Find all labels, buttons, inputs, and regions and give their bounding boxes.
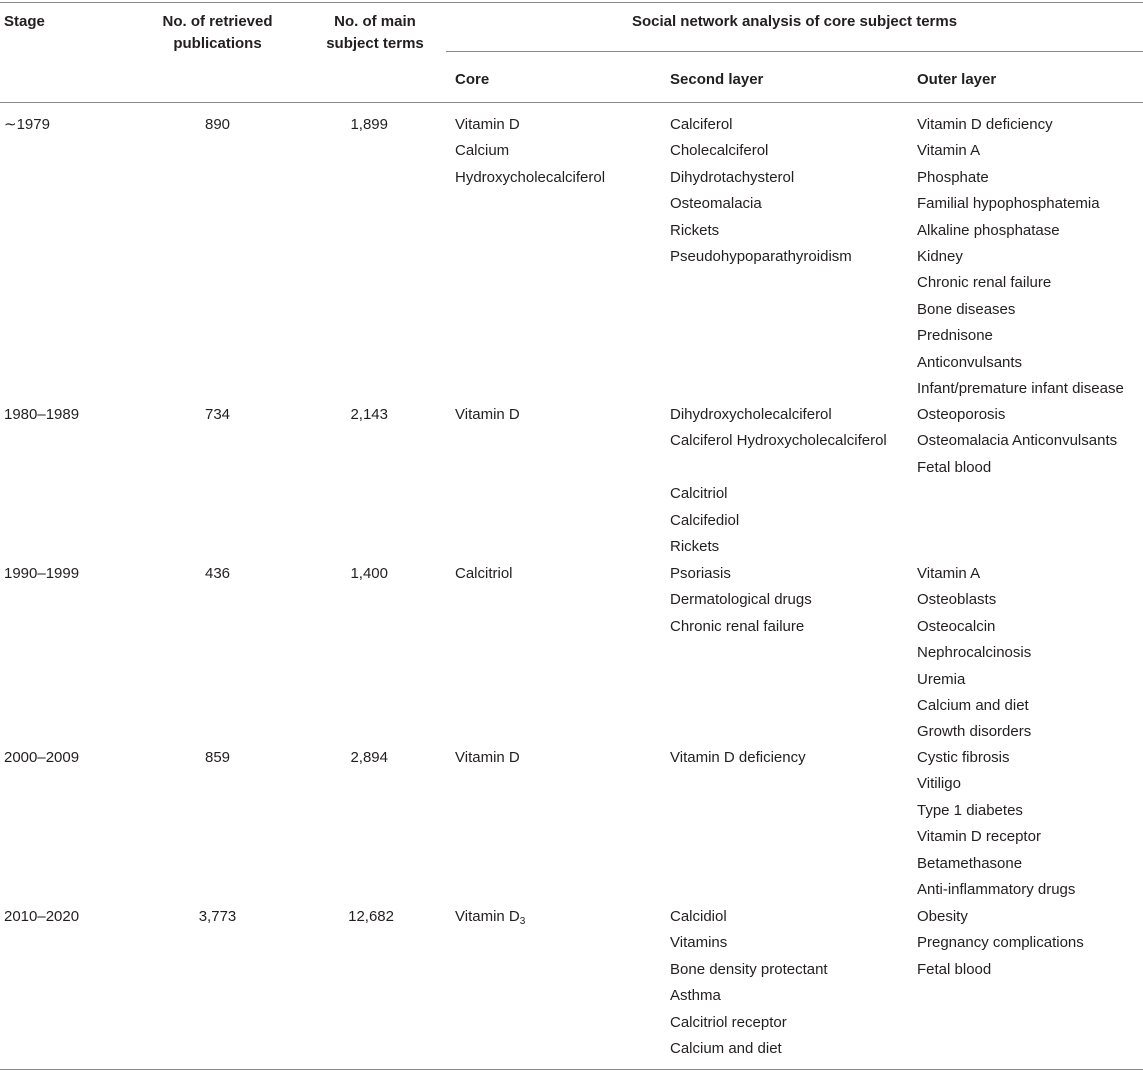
second-layer-term: Cholecalciferol: [670, 142, 769, 160]
outer-layer-term: Vitamin D receptor: [917, 828, 1041, 846]
core-term: [455, 904, 525, 930]
core-term: Vitamin D: [455, 406, 520, 423]
second-layer-term: [670, 455, 887, 481]
outer-layer-term: Kidney: [917, 247, 963, 265]
outer-layer-term: Calcium and diet: [917, 696, 1029, 714]
outer-layer-term: Phosphate: [917, 168, 989, 186]
row-main-terms: 12,682: [348, 908, 394, 925]
second-layer-term: Pseudohypoparathyroidism: [670, 247, 852, 265]
row-core-terms: [455, 112, 605, 191]
outer-layer-term: Cystic fibrosis: [917, 749, 1010, 766]
header-retrieved-publications: [130, 11, 305, 55]
row-stage: 1980–1989: [4, 406, 80, 423]
row-stage: 1990–1999: [4, 565, 80, 582]
second-layer-term: Dermatological drugs: [670, 591, 812, 609]
row-outer-layer-terms: [917, 402, 1117, 481]
row-retrieved: 3,773: [198, 908, 237, 925]
outer-layer-term: Type 1 diabetes: [917, 801, 1023, 819]
outer-layer-term: Anticonvulsants: [917, 353, 1023, 371]
header-outer-layer: Outer layer: [917, 71, 997, 88]
row-stage: ∼1979: [4, 116, 50, 133]
row-second-layer-terms: [670, 561, 812, 640]
row-retrieved: 734: [204, 406, 231, 423]
second-layer-term: Asthma: [670, 987, 721, 1005]
second-layer-term: Vitamin D deficiency: [670, 749, 806, 766]
table-bottom-rule: [0, 1069, 1143, 1070]
second-layer-term: Bone density protectant: [670, 960, 828, 978]
outer-layer-term: Vitiligo: [917, 775, 961, 793]
row-core-terms: [455, 561, 513, 587]
outer-layer-term: Vitamin A: [917, 565, 981, 582]
row-stage: 2010–2020: [4, 908, 80, 925]
core-term-subscript: 3: [519, 916, 526, 927]
row-main-terms: 2,143: [350, 406, 388, 423]
row-outer-layer-terms: [917, 904, 1084, 983]
header-retrieved-line2: publications: [173, 35, 262, 52]
second-layer-term: Psoriasis: [670, 565, 731, 582]
core-term: Calcitriol: [455, 565, 513, 582]
row-outer-layer-terms: [917, 745, 1075, 903]
core-term-main: Vitamin D: [455, 908, 520, 925]
header-second-layer: Second layer: [670, 71, 764, 88]
table-top-rule: [0, 2, 1143, 3]
second-layer-term: Dihydrotachysterol: [670, 168, 795, 186]
header-stage: Stage: [4, 13, 45, 30]
outer-layer-term: Uremia: [917, 670, 966, 688]
second-layer-term: Calcitriol: [670, 485, 728, 503]
header-main-terms-line1: No. of main: [334, 13, 416, 30]
header-bottom-rule: [0, 102, 1143, 103]
row-outer-layer-terms: [917, 112, 1124, 402]
outer-layer-term: Pregnancy complications: [917, 934, 1084, 952]
row-second-layer-terms: [670, 745, 806, 771]
row-main-terms: 2,894: [350, 749, 388, 766]
row-retrieved: 436: [204, 565, 231, 582]
outer-layer-term: Osteoblasts: [917, 591, 997, 609]
second-layer-term: Calcitriol receptor: [670, 1013, 787, 1031]
row-core-terms: [455, 402, 520, 428]
outer-layer-term: Bone diseases: [917, 300, 1016, 318]
second-layer-term: Calcidiol: [670, 908, 727, 925]
header-social-network-analysis: Social network analysis of core subject terms: [631, 13, 958, 30]
second-layer-term: Calcifediol: [670, 511, 740, 529]
row-main-terms: 1,899: [350, 116, 388, 133]
outer-layer-term: Anti-inflammatory drugs: [917, 880, 1076, 898]
core-term: Vitamin D: [455, 749, 520, 766]
second-layer-term: Vitamins: [670, 934, 728, 952]
row-second-layer-terms: [670, 112, 852, 270]
core-term: Vitamin D: [455, 116, 520, 133]
second-layer-term: Calcium and diet: [670, 1039, 782, 1057]
core-term: Hydroxycholecalciferol: [455, 168, 606, 186]
outer-layer-term: Fetal blood: [917, 458, 992, 476]
sna-subheader-rule: [446, 51, 1143, 52]
second-layer-term: Chronic renal failure: [670, 617, 805, 635]
header-core: Core: [455, 71, 490, 88]
row-second-layer-terms: [670, 904, 828, 1062]
outer-layer-term: Fetal blood: [917, 960, 992, 978]
second-layer-term: Calciferol Hydroxycholecalciferol: [670, 432, 887, 450]
second-layer-term: Rickets: [670, 537, 720, 555]
header-main-subject-terms: [290, 11, 460, 55]
row-core-terms: [455, 904, 525, 930]
row-main-terms: 1,400: [350, 565, 388, 582]
outer-layer-term: Osteoporosis: [917, 406, 1006, 423]
second-layer-term: Calciferol: [670, 116, 733, 133]
row-second-layer-terms: [670, 402, 887, 560]
outer-layer-term: Familial hypophosphatemia: [917, 195, 1100, 213]
header-main-terms-line2: subject terms: [326, 35, 424, 52]
outer-layer-term: Vitamin D deficiency: [917, 116, 1053, 133]
row-outer-layer-terms: [917, 561, 1031, 746]
second-layer-term: Rickets: [670, 221, 720, 239]
outer-layer-term: Obesity: [917, 908, 968, 925]
row-stage: 2000–2009: [4, 749, 80, 766]
outer-layer-term: Chronic renal failure: [917, 274, 1052, 292]
outer-layer-term: Infant/premature infant disease: [917, 379, 1124, 397]
outer-layer-term: Prednisone: [917, 327, 993, 345]
header-retrieved-line1: No. of retrieved: [162, 13, 273, 30]
outer-layer-term: Betamethasone: [917, 854, 1023, 872]
outer-layer-term: Nephrocalcinosis: [917, 644, 1032, 662]
row-retrieved: 890: [204, 116, 231, 133]
second-layer-term: Osteomalacia: [670, 195, 762, 213]
outer-layer-term: Vitamin A: [917, 142, 981, 160]
outer-layer-term: Osteomalacia Anticonvulsants: [917, 432, 1118, 450]
row-core-terms: [455, 745, 520, 771]
outer-layer-term: Alkaline phosphatase: [917, 221, 1060, 239]
row-retrieved: 859: [204, 749, 231, 766]
second-layer-term: Dihydroxycholecalciferol: [670, 406, 832, 423]
outer-layer-term: Osteocalcin: [917, 617, 996, 635]
core-term: Calcium: [455, 142, 510, 160]
outer-layer-term: Growth disorders: [917, 723, 1032, 741]
